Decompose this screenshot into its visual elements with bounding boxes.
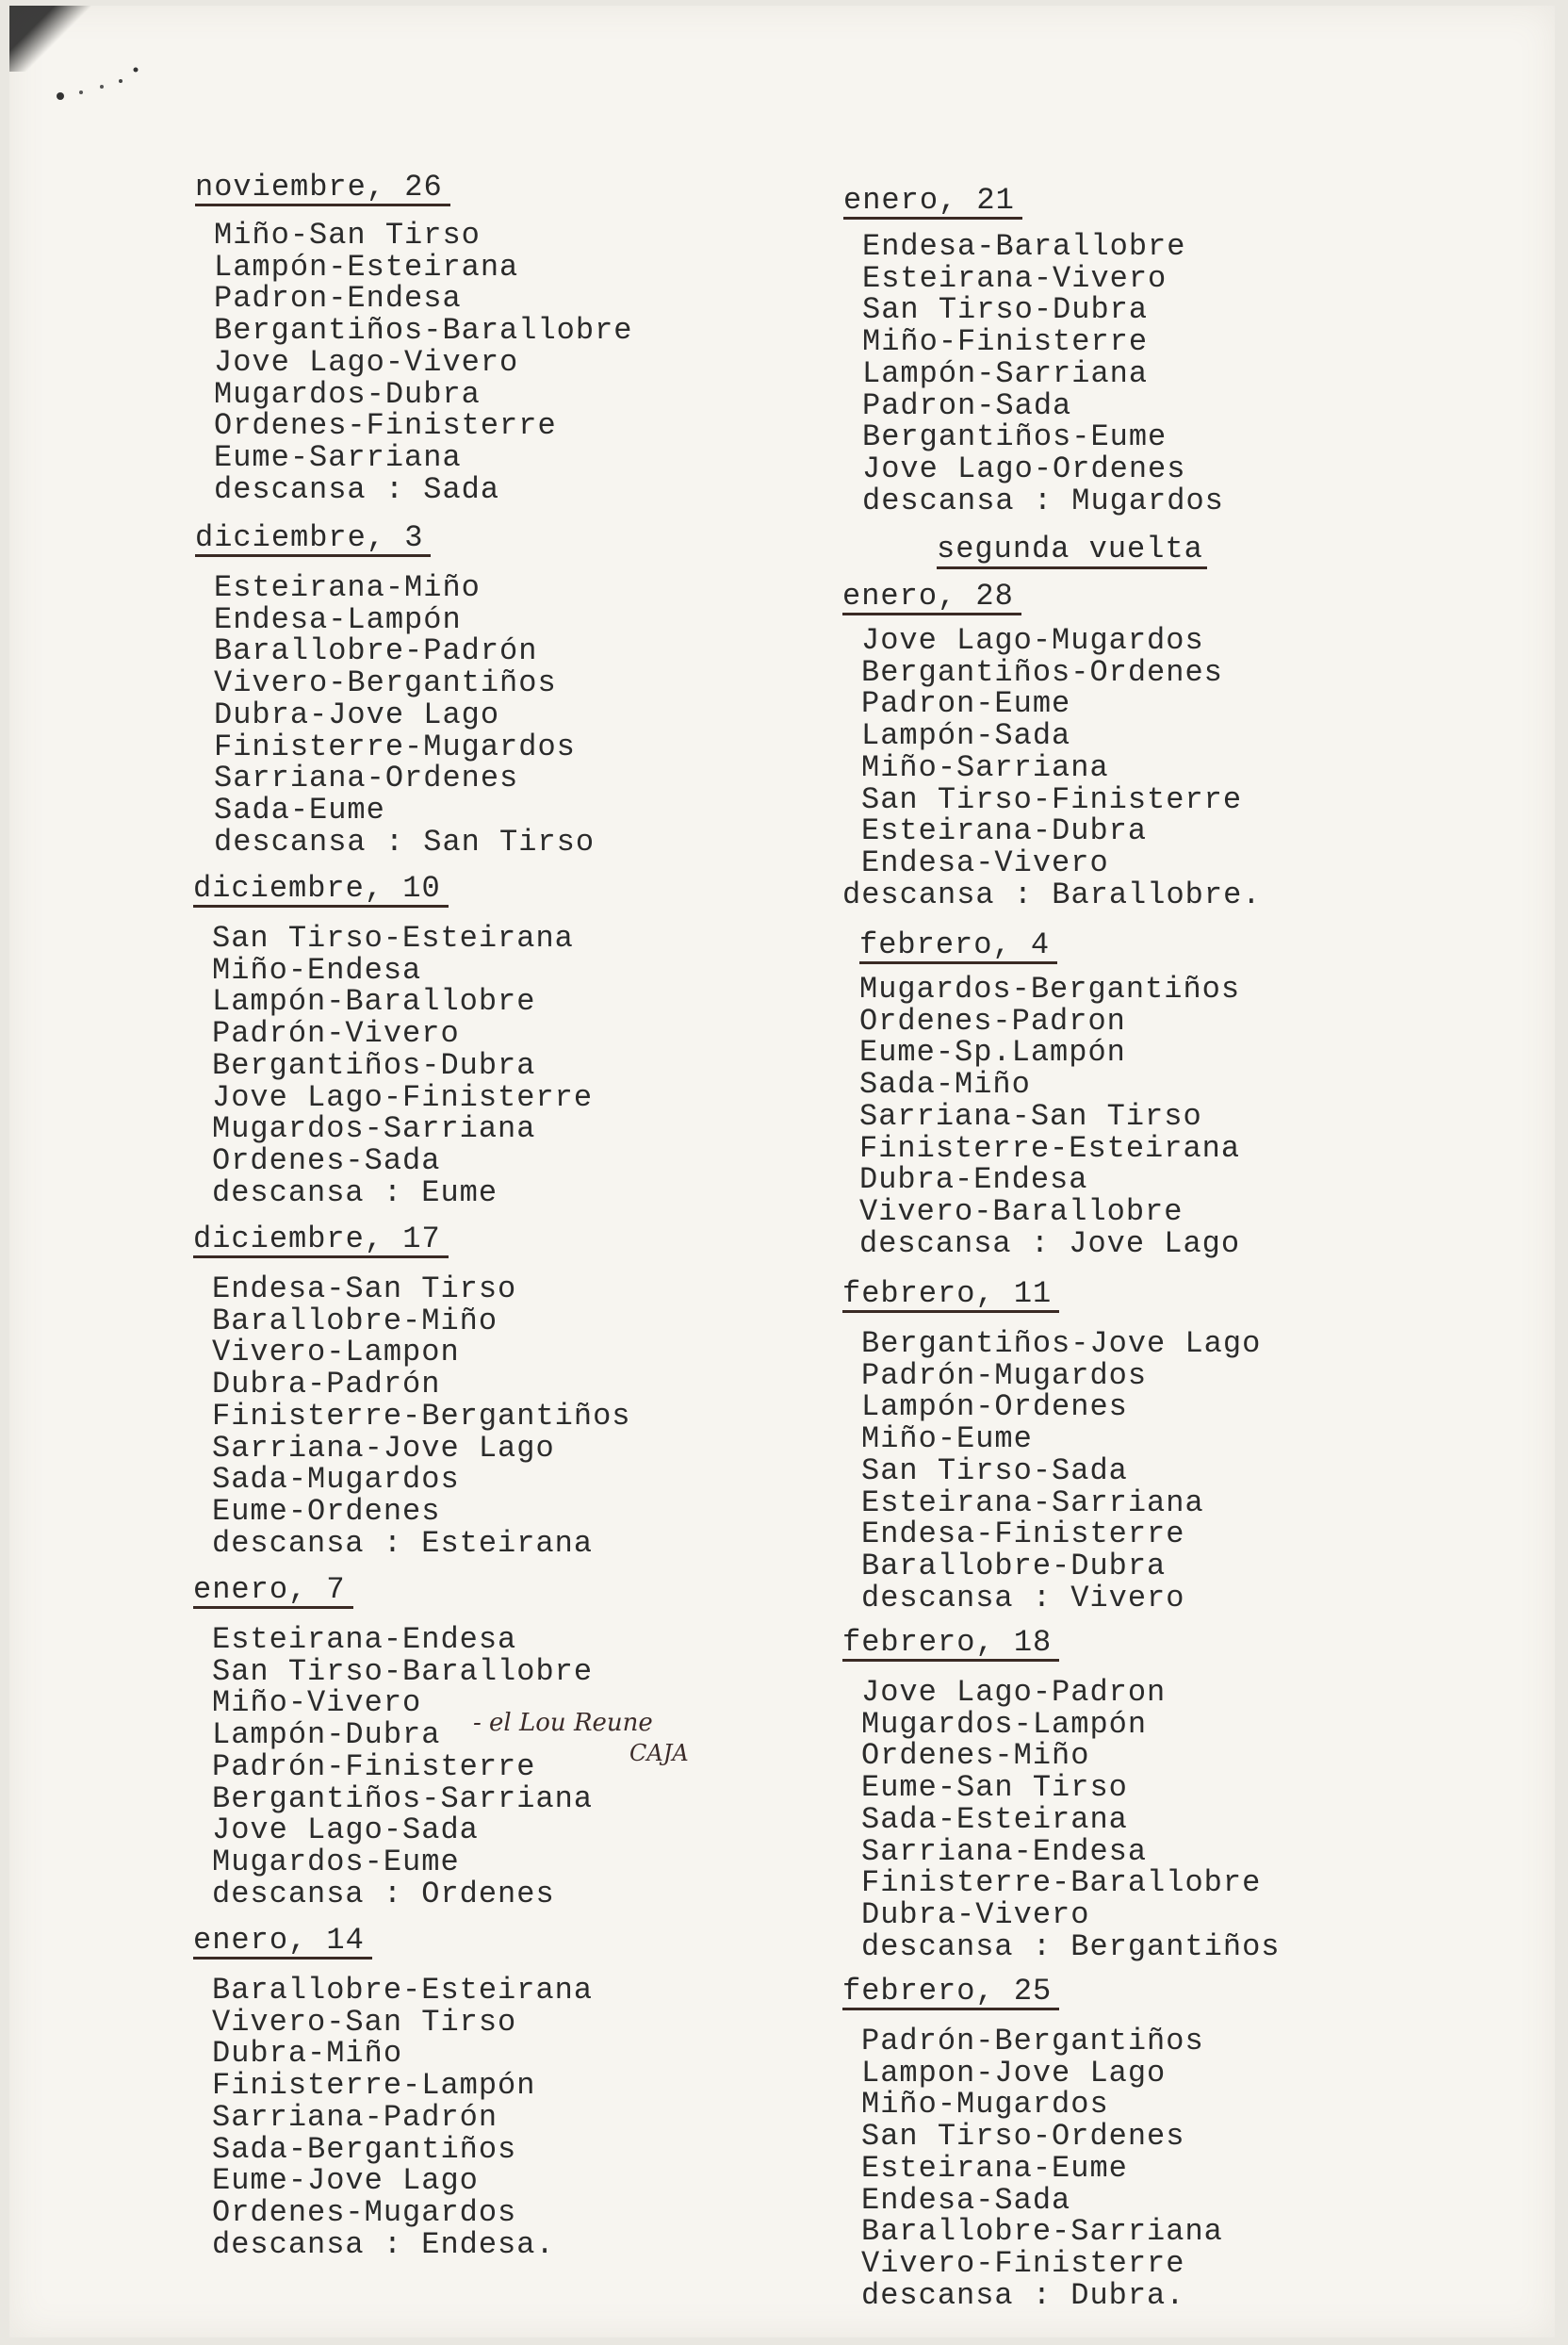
- fixture-line: Vivero-Barallobre: [859, 1193, 1184, 1229]
- fixture-line: Padron-Sada: [862, 387, 1072, 423]
- fixture-line: Barallobre-Sarriana: [861, 2214, 1223, 2250]
- fixture-line: Bergantiños-Ordenes: [861, 654, 1223, 690]
- fixture-line: Padrón-Mugardos: [861, 1357, 1148, 1393]
- fixture-line: Padrón-Finisterre: [212, 1748, 536, 1784]
- fixture-line: Bergantiños-Dubra: [212, 1047, 536, 1083]
- rest-team-line: descansa : Barallobre.: [842, 877, 1262, 912]
- round-date-heading: enero, 7: [193, 1574, 353, 1609]
- fixture-line: Dubra-Vivero: [861, 1896, 1090, 1932]
- round-date-heading: febrero, 4: [859, 929, 1057, 964]
- fixture-line: Padron-Endesa: [214, 281, 462, 317]
- fixture-line: Miño-Eume: [861, 1421, 1033, 1457]
- fixture-line: Endesa-Lampón: [214, 601, 462, 637]
- round-dec-3: [195, 522, 595, 858]
- fixture-line: Sada-Miño: [859, 1067, 1031, 1103]
- fixture-line: Esteirana-Sarriana: [861, 1484, 1204, 1520]
- round-jan-28: [842, 581, 1261, 910]
- round-date-heading: enero, 28: [842, 581, 1021, 615]
- round-dec-10: [193, 873, 593, 1208]
- fixture-line: Miño-Endesa: [212, 952, 422, 988]
- round-date-heading: febrero, 11: [842, 1278, 1059, 1313]
- fixture-line: Padrón-Vivero: [212, 1016, 460, 1052]
- round-date-heading: diciembre, 17: [193, 1223, 449, 1258]
- rest-team-line: descansa : Endesa.: [212, 2226, 555, 2262]
- fixture-line: Sarriana-Ordenes: [214, 761, 519, 796]
- round-date-heading: noviembre, 26: [195, 172, 450, 206]
- fixture-line: Ordenes-Padron: [859, 1003, 1126, 1039]
- fixture-line: Eume-Ordenes: [212, 1493, 441, 1529]
- second-round-heading: segunda vuelta: [937, 532, 1207, 569]
- fixture-line: Esteirana-Endesa: [212, 1622, 517, 1657]
- fixture-line: San Tirso-Finisterre: [861, 781, 1243, 817]
- fixture-line: Jove Lago-Ordenes: [862, 451, 1186, 486]
- rest-team-line: descansa : San Tirso: [214, 824, 596, 860]
- fixture-line: Esteirana-Miño: [214, 570, 481, 605]
- fixture-line: Lampón-Ordenes: [861, 1389, 1128, 1425]
- fixture-line: Eume-Jove Lago: [212, 2163, 479, 2199]
- round-date-heading: febrero, 18: [842, 1627, 1059, 1662]
- fixture-line: Lampón-Esteirana: [214, 249, 519, 285]
- fixture-line: Mugardos-Eume: [212, 1844, 460, 1879]
- fixture-line: Ordenes-Sada: [212, 1142, 441, 1178]
- rest-team-line: descansa : Bergantiños: [861, 1928, 1281, 1964]
- fixture-line: Mugardos-Dubra: [214, 376, 481, 412]
- round-date-heading: febrero, 25: [842, 1976, 1059, 2010]
- fixture-line: Bergantiños-Barallobre: [214, 313, 633, 349]
- round-feb-25: [842, 1976, 1223, 2311]
- fixture-line: Lampón-Sarriana: [862, 355, 1149, 391]
- fixture-line: Miño-Vivero: [212, 1685, 422, 1721]
- fixture-line: Sada-Bergantiños: [212, 2131, 517, 2167]
- round-feb-4: [859, 929, 1240, 1259]
- fixture-line: Jove Lago-Padron: [861, 1675, 1167, 1710]
- fixture-line: Vivero-Finisterre: [861, 2245, 1185, 2281]
- fixture-line: Sarriana-Endesa: [861, 1833, 1148, 1869]
- fixture-line: Miño-Sarriana: [861, 749, 1109, 785]
- fixture-line: Dubra-Padrón: [212, 1367, 441, 1402]
- fixture-line: Padrón-Bergantiños: [861, 2024, 1204, 2058]
- fixture-line: Vivero-Lampon: [212, 1335, 460, 1370]
- fixture-line: Barallobre-Esteirana: [212, 1973, 594, 2008]
- fixture-line: Miño-Mugardos: [861, 2087, 1109, 2123]
- fixture-line: Sada-Esteirana: [861, 1801, 1128, 1837]
- fixture-line: Lampón-Sada: [861, 718, 1071, 754]
- rest-team-line: descansa : Mugardos: [862, 483, 1224, 518]
- fixture-line: Finisterre-Bergantiños: [212, 1398, 631, 1434]
- rest-team-line: descansa : Ordenes: [212, 1876, 555, 1911]
- round-feb-18: [842, 1627, 1280, 1962]
- fixture-line: Mugardos-Bergantiños: [859, 972, 1241, 1007]
- fixture-line: Miño-Finisterre: [862, 324, 1149, 360]
- second-round-heading-block: [937, 532, 1207, 569]
- fixture-line: Endesa-Sada: [861, 2182, 1071, 2218]
- fixture-line: San Tirso-Ordenes: [861, 2119, 1185, 2155]
- fixture-line: Jove Lago-Mugardos: [861, 623, 1204, 658]
- fixture-line: Finisterre-Esteirana: [859, 1130, 1241, 1166]
- round-nov-26: [195, 172, 632, 505]
- round-date-heading: diciembre, 10: [193, 873, 449, 908]
- fixture-line: Miño-San Tirso: [214, 218, 481, 253]
- rest-team-line: descansa : Vivero: [861, 1580, 1185, 1615]
- fixture-line: Dubra-Endesa: [859, 1162, 1088, 1198]
- round-dec-17: [193, 1223, 630, 1559]
- fixture-line: Barallobre-Padrón: [214, 633, 538, 669]
- fixture-line: Sada-Eume: [214, 792, 385, 828]
- fixture-line: Mugardos-Sarriana: [212, 1111, 536, 1147]
- rest-team-line: descansa : Eume: [212, 1174, 498, 1210]
- rest-team-line: descansa : Esteirana: [212, 1525, 594, 1561]
- fixture-line: Bergantiños-Jove Lago: [861, 1326, 1262, 1361]
- rest-team-line: descansa : Dubra.: [861, 2277, 1185, 2313]
- fixture-line: Dubra-Miño: [212, 2036, 403, 2072]
- fixture-line: Jove Lago-Vivero: [214, 344, 519, 380]
- round-date-heading: enero, 14: [193, 1925, 372, 1960]
- fixture-line: San Tirso-Esteirana: [212, 921, 574, 956]
- round-jan-14: [193, 1925, 593, 2260]
- handwritten-note-line-1: - el Lou Reune: [473, 1709, 653, 1737]
- fixture-line: San Tirso-Barallobre: [212, 1653, 594, 1689]
- fixture-line: Esteirana-Eume: [861, 2150, 1128, 2186]
- fixture-line: Lampón-Dubra: [212, 1717, 441, 1753]
- fixture-line: Eume-San Tirso: [861, 1770, 1128, 1806]
- fixture-line: Finisterre-Mugardos: [214, 729, 576, 764]
- round-date-heading: diciembre, 3: [195, 522, 431, 557]
- handwritten-note: [469, 1702, 752, 1768]
- fixture-line: Esteirana-Dubra: [861, 813, 1148, 849]
- fixture-line: Bergantiños-Sarriana: [212, 1780, 594, 1816]
- rest-team-line: descansa : Sada: [214, 471, 500, 507]
- round-date-heading: enero, 21: [843, 185, 1022, 220]
- fixture-line: Mugardos-Lampón: [861, 1706, 1148, 1742]
- fixture-line: Ordenes-Miño: [861, 1738, 1090, 1774]
- fixture-line: Padron-Eume: [861, 686, 1071, 722]
- fixture-line: Sarriana-San Tirso: [859, 1098, 1202, 1134]
- fixture-line: San Tirso-Sada: [861, 1452, 1128, 1488]
- fixture-line: Ordenes-Mugardos: [212, 2194, 517, 2230]
- fixture-line: Dubra-Jove Lago: [214, 697, 500, 732]
- fixture-line: Sada-Mugardos: [212, 1462, 460, 1498]
- fixture-line: Finisterre-Barallobre: [861, 1865, 1262, 1901]
- fixture-line: Vivero-San Tirso: [212, 2004, 517, 2040]
- fixture-line: Barallobre-Dubra: [861, 1548, 1167, 1583]
- fixture-line: Ordenes-Finisterre: [214, 408, 557, 444]
- fixture-line: Jove Lago-Finisterre: [212, 1079, 594, 1115]
- fixture-line: Sarriana-Padrón: [212, 2099, 498, 2135]
- fixture-line: Endesa-Vivero: [861, 845, 1109, 880]
- round-jan-21: [843, 185, 1224, 517]
- fixture-line: Vivero-Bergantiños: [214, 665, 557, 701]
- fixture-line: Jove Lago-Sada: [212, 1812, 479, 1848]
- fixture-line: Endesa-Finisterre: [861, 1517, 1185, 1552]
- fixture-line: Barallobre-Miño: [212, 1303, 498, 1338]
- fixture-line: Eume-Sp.Lampón: [859, 1035, 1126, 1071]
- fixture-line: Bergantiños-Eume: [862, 419, 1168, 455]
- handwritten-note-line-2: CAJA: [629, 1740, 689, 1766]
- round-feb-11: [842, 1278, 1261, 1614]
- fixture-line: San Tirso-Dubra: [862, 292, 1149, 328]
- ink-specks: [53, 62, 156, 128]
- fixture-line: Lampon-Jove Lago: [861, 2055, 1167, 2091]
- fixture-line: Finisterre-Lampón: [212, 2068, 536, 2104]
- fixture-line: Esteirana-Vivero: [862, 260, 1168, 296]
- fixture-line: Endesa-Barallobre: [862, 229, 1186, 264]
- fixture-line: Lampón-Barallobre: [212, 984, 536, 1020]
- fixture-line: Eume-Sarriana: [214, 439, 462, 475]
- fixture-line: Endesa-San Tirso: [212, 1271, 517, 1306]
- document-page: [9, 6, 1555, 2337]
- fixture-line: Sarriana-Jove Lago: [212, 1430, 555, 1466]
- rest-team-line: descansa : Jove Lago: [859, 1225, 1241, 1261]
